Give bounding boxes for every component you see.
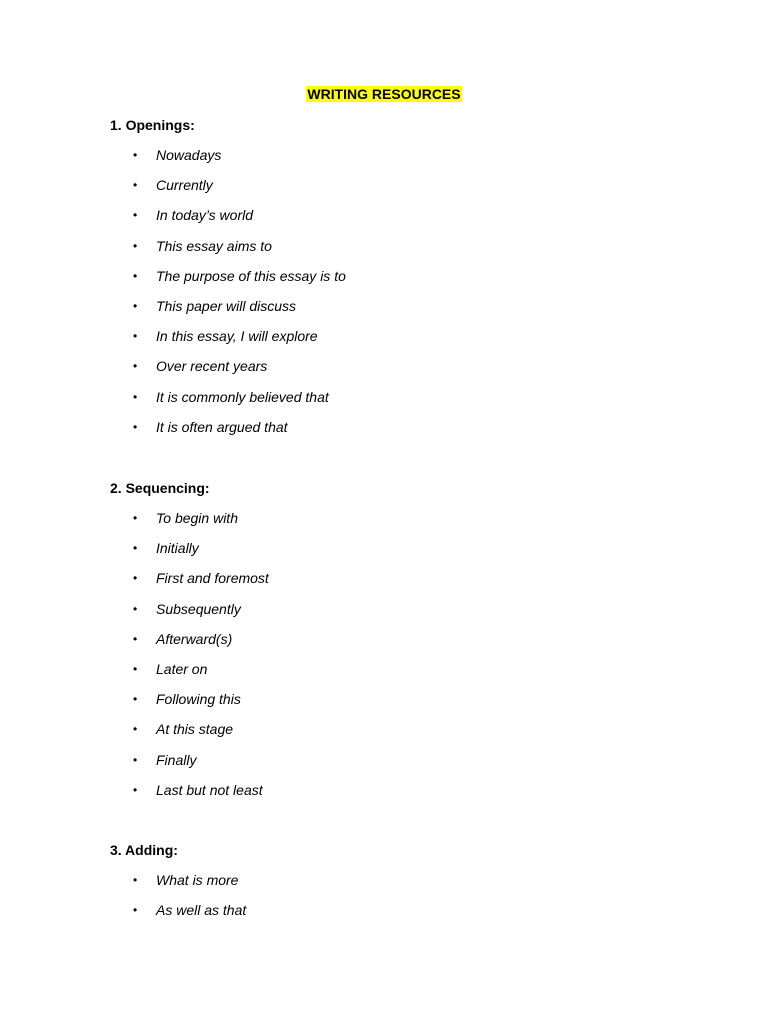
list-item (110, 660, 670, 690)
phrase-text: Later on (156, 660, 208, 677)
bullet-icon: • (133, 752, 138, 767)
phrase-text: Currently (156, 177, 213, 194)
list-item (110, 690, 670, 720)
phrase-text: To begin with (156, 510, 238, 526)
section-adding (110, 841, 670, 931)
phrase-text: Over recent years (156, 358, 268, 375)
bullet-icon: • (133, 178, 138, 193)
bullet-icon: • (133, 359, 138, 374)
phrase-text: Subsequently (156, 600, 241, 617)
section-openings (110, 116, 670, 448)
highlighted-title-text: WRITING RESOURCES (307, 86, 461, 102)
bullet-icon: • (133, 601, 138, 616)
phrase-text: Last but not least (156, 781, 263, 798)
list-item (110, 418, 670, 448)
list-item (110, 569, 670, 599)
list-item (110, 720, 670, 750)
list-item (110, 388, 670, 418)
section-heading: 3. Adding: (110, 842, 178, 858)
phrase-list (110, 871, 670, 931)
section-heading: 2. Sequencing: (110, 480, 210, 496)
list-item (110, 630, 670, 660)
list-item (110, 146, 670, 176)
phrase-text: This paper will discuss (156, 297, 297, 314)
bullet-icon: • (133, 661, 138, 676)
phrase-text: Initially (156, 540, 199, 557)
phrase-text: Following this (156, 691, 241, 708)
bullet-icon: • (133, 631, 138, 646)
list-item (110, 781, 670, 811)
phrase-text: In today’s world (156, 207, 254, 224)
bullet-icon: • (133, 511, 138, 525)
bullet-icon: • (133, 268, 138, 283)
list-item (110, 327, 670, 357)
bullet-icon: • (133, 148, 138, 162)
list-item (110, 751, 670, 781)
bullet-icon: • (133, 298, 138, 313)
list-item (110, 871, 670, 901)
bullet-icon: • (133, 782, 138, 797)
phrase-list (110, 146, 670, 448)
bullet-icon: • (133, 903, 138, 918)
phrase-text: Nowadays (156, 147, 222, 163)
phrase-text: In this essay, I will explore (156, 328, 318, 345)
list-item (110, 901, 670, 931)
list-item (110, 357, 670, 387)
phrase-text: It is often argued that (156, 418, 288, 435)
bullet-icon: • (133, 238, 138, 253)
bullet-icon: • (133, 722, 138, 737)
list-item (110, 509, 670, 539)
phrase-text: What is more (156, 872, 239, 888)
phrase-text: The purpose of this essay is to (156, 267, 346, 284)
list-item (110, 206, 670, 236)
bullet-icon: • (133, 389, 138, 404)
document-title (0, 85, 768, 103)
list-item (110, 237, 670, 267)
phrase-text: Afterward(s) (156, 630, 233, 647)
bullet-icon: • (133, 419, 138, 434)
phrase-list (110, 509, 670, 811)
phrase-text: At this stage (156, 721, 234, 738)
list-item (110, 600, 670, 630)
section-sequencing (110, 479, 670, 811)
bullet-icon: • (133, 571, 138, 586)
bullet-icon: • (133, 329, 138, 344)
bullet-icon: • (133, 873, 138, 887)
list-item (110, 176, 670, 206)
phrase-text: As well as that (156, 902, 247, 919)
list-item (110, 297, 670, 327)
bullet-icon: • (133, 692, 138, 707)
bullet-icon: • (133, 208, 138, 223)
section-heading: 1. Openings: (110, 117, 195, 133)
list-item (110, 539, 670, 569)
phrase-text: Finally (156, 751, 197, 768)
phrase-text: It is commonly believed that (156, 388, 329, 405)
phrase-text: This essay aims to (156, 237, 272, 254)
list-item (110, 267, 670, 297)
phrase-text: First and foremost (156, 570, 269, 587)
bullet-icon: • (133, 541, 138, 556)
